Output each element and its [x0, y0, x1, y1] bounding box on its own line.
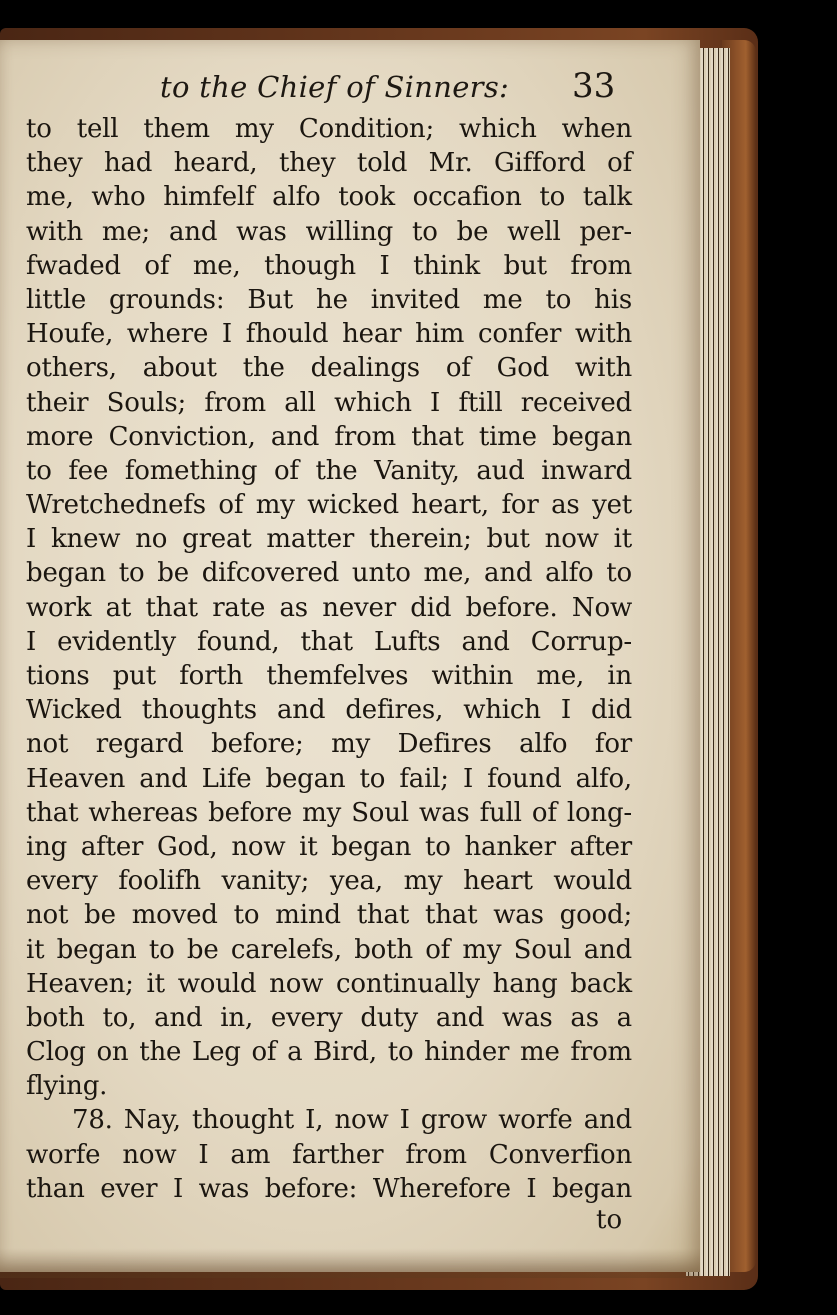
text-line: Heaven; it would now continually hang back [26, 968, 632, 999]
page-number: 33 [572, 66, 616, 106]
text-line: flying. [26, 1071, 108, 1102]
text-line: Wicked thoughts and defires, which I did [26, 695, 632, 726]
text-line: every foolifh vanity; yea, my heart would [26, 866, 632, 897]
page-shadow [0, 1248, 700, 1278]
text-line: I knew no great matter therein; but now it [26, 524, 632, 555]
text-line: tions put forth themfelves within me, in [26, 661, 632, 691]
text-line: they had heard, they told Mr. Gifford of [26, 148, 632, 179]
text-line: others, about the dealings of God with [26, 353, 632, 384]
text-line: I evidently found, that Lufts and Corrup- [26, 626, 632, 657]
paragraph-78-line: 78. Nay, thought I, now I grow worfe and [72, 1105, 632, 1136]
text-line: both to, and in, every duty and was as a [26, 1002, 632, 1033]
text-line: began to be difcovered unto me, and alfo to [26, 558, 632, 589]
text-line: fwaded of me, though I think but from [26, 250, 632, 281]
text-line: more Conviction, and from that time began [26, 421, 632, 452]
text-line: to tell them my Condition; which when [26, 114, 632, 144]
text-line: to fee fomething of the Vanity, aud inward [26, 455, 632, 486]
text-line: not be moved to mind that that was good; [26, 900, 632, 931]
text-line: ing after God, now it began to hanker after [26, 831, 632, 862]
text-line: it began to be carelefs, both of my Soul and [26, 934, 632, 965]
text-line: me, who himfelf alfo took occafion to talk [26, 182, 632, 213]
catchword: to [596, 1205, 623, 1235]
text-line: Houfe, where I fhould hear him confer with [26, 319, 632, 350]
paragraph-78-line: than ever I was before: Wherefore I began [26, 1173, 632, 1204]
text-line: not regard before; my Defires alfo for [26, 729, 632, 760]
text-line: little grounds: But he invited me to his [26, 284, 632, 315]
running-head [160, 62, 620, 112]
text-line: Clog on the Leg of a Bird, to hinder me from [26, 1037, 632, 1068]
text-line: Heaven and Life began to fail; I found alfo, [26, 763, 632, 794]
text-line: Wretchednefs of my wicked heart, for as yet [26, 490, 632, 521]
body-text [26, 112, 632, 1206]
text-line: that whereas before my Soul was full of long- [26, 797, 632, 828]
paragraph-78-line: worfe now I am farther from Converfion [26, 1139, 632, 1170]
text-line: with me; and was willing to be well per- [26, 216, 632, 247]
text-line: their Souls; from all which I ftill received [26, 387, 632, 418]
text-line: work at that rate as never did before. Now [26, 592, 632, 623]
running-title: to the Chief of Sinners: [160, 70, 510, 104]
